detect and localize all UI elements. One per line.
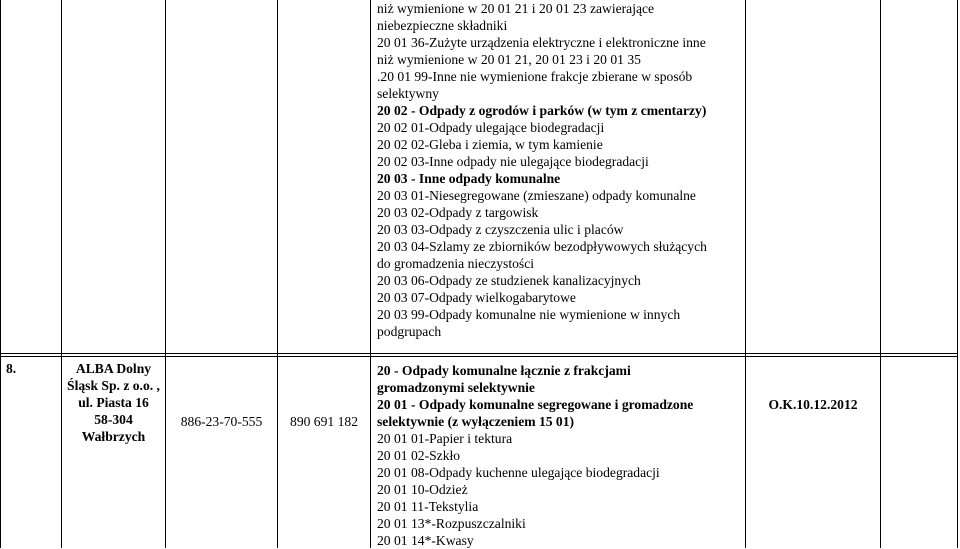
waste-line: 20 01 13*-Rozpuszczalniki xyxy=(377,516,526,531)
top-row-waste-list xyxy=(377,0,742,340)
waste-group-heading: 20 01 - Odpady komunalne segregowane i gromadzone xyxy=(377,397,694,412)
waste-line: podgrupach xyxy=(377,324,442,339)
waste-line: 20 03 04-Szlamy ze zbiorników bezodpływowych służących xyxy=(377,239,707,254)
row8-waste-list xyxy=(377,362,742,549)
company-address-line: ul. Piasta 16 xyxy=(78,395,149,410)
waste-group-heading: 20 - Odpady komunalne łącznie z frakcjami xyxy=(377,363,631,378)
waste-line: niż wymienione w 20 01 21 i 20 01 23 zawierające xyxy=(377,1,655,16)
waste-line: 20 02 02-Gleba i ziemia, w tym kamienie xyxy=(377,137,603,152)
company-name-line: Śląsk Sp. z o.o. , xyxy=(67,378,160,393)
waste-line: do gromadzenia nieczystości xyxy=(377,256,535,271)
grid-line-row-separator xyxy=(0,353,958,354)
waste-line: 20 01 01-Papier i tektura xyxy=(377,431,513,446)
waste-line: selektywny xyxy=(377,86,439,101)
grid-line-col2 xyxy=(165,0,166,548)
grid-line-col5 xyxy=(745,0,746,548)
waste-line: 20 03 06-Odpady ze studzienek kanalizacyjnych xyxy=(377,273,641,288)
waste-group-heading: selektywnie (z wyłączeniem 15 01) xyxy=(377,414,575,429)
waste-group-heading: 20 02 - Odpady z ogrodów i parków (w tym z cmentarzy) xyxy=(377,103,707,118)
waste-line: 20 03 01-Niesegregowane (zmieszane) odpady komunalne xyxy=(377,188,696,203)
grid-line-col4 xyxy=(370,0,371,548)
grid-line-left xyxy=(0,0,1,548)
waste-line: 20 01 36-Zużyte urządzenia elektryczne i elektroniczne inne xyxy=(377,35,706,50)
row-number: 8. xyxy=(6,361,17,376)
waste-line: 20 03 02-Odpady z targowisk xyxy=(377,205,539,220)
waste-line: .20 01 99-Inne nie wymienione frakcje zbierane w sposób xyxy=(377,69,693,84)
grid-line-row-separator-2 xyxy=(0,356,958,357)
company-postcode-line: 58-304 xyxy=(94,412,133,427)
waste-line: 20 01 02-Szkło xyxy=(377,448,461,463)
nip-cell: 886-23-70-555 xyxy=(180,414,263,429)
waste-line: niż wymienione w 20 01 21, 20 01 23 i 20 01 35 xyxy=(377,52,641,67)
company-city-line: Wałbrzych xyxy=(81,429,146,444)
waste-line: 20 02 03-Inne odpady nie ulegające biodegradacji xyxy=(377,154,649,169)
waste-line: niebezpieczne składniki xyxy=(377,18,508,33)
waste-line: 20 02 01-Odpady ulegające biodegradacji xyxy=(377,120,605,135)
grid-line-col6 xyxy=(880,0,881,548)
waste-group-heading: 20 03 - Inne odpady komunalne xyxy=(377,171,561,186)
waste-line: 20 03 03-Odpady z czyszczenia ulic i placów xyxy=(377,222,624,237)
decision-cell: O.K.10.12.2012 xyxy=(768,397,858,412)
grid-line-col1 xyxy=(61,0,62,548)
waste-line: 20 03 99-Odpady komunalne nie wymienione w innych xyxy=(377,307,681,322)
regon-cell: 890 691 182 xyxy=(290,414,358,429)
waste-line: 20 01 08-Odpady kuchenne ulegające biodegradacji xyxy=(377,465,660,480)
waste-group-heading: gromadzonymi selektywnie xyxy=(377,380,535,395)
waste-line: 20 01 11-Tekstylia xyxy=(377,499,479,514)
grid-line-right xyxy=(957,0,958,548)
waste-line: 20 01 14*-Kwasy xyxy=(377,533,474,548)
company-cell xyxy=(62,360,165,445)
grid-line-col3 xyxy=(277,0,278,548)
company-name-line: ALBA Dolny xyxy=(75,361,152,376)
waste-line: 20 01 10-Odzież xyxy=(377,482,468,497)
waste-line: 20 03 07-Odpady wielkogabarytowe xyxy=(377,290,576,305)
